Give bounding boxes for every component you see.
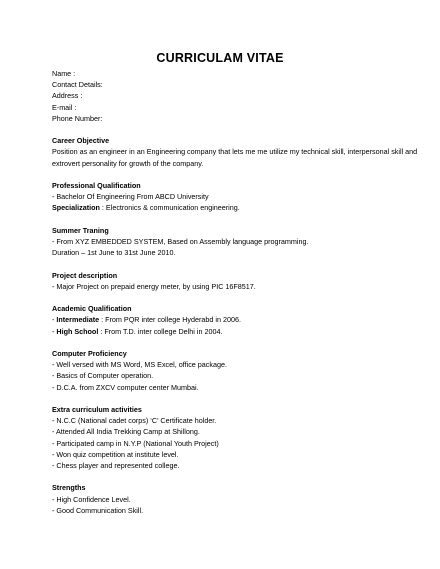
page-title: CURRICULAM VITAE xyxy=(156,51,284,65)
list-item: - Basics of Computer operation. xyxy=(52,371,154,381)
specialization-line xyxy=(52,202,420,213)
section-heading: Strengths xyxy=(52,483,86,493)
academic-qualification-section xyxy=(52,303,420,337)
list-dash: - xyxy=(52,315,57,325)
professional-qualification-section xyxy=(52,180,420,214)
section-heading: Computer Proficiency xyxy=(52,348,127,358)
list-item: - Good Communication Skill. xyxy=(52,505,144,515)
email-field-label: E-mail : xyxy=(52,102,77,112)
section-heading: Professional Qualification xyxy=(52,181,141,190)
intermediate-line xyxy=(52,314,420,325)
project-section xyxy=(52,270,420,292)
section-heading: Academic Qualification xyxy=(52,304,132,314)
strengths-section xyxy=(52,482,420,516)
personal-details xyxy=(52,68,420,124)
specialization-value: : Electronics & communication engineering. xyxy=(99,203,240,213)
high-school-line xyxy=(52,326,420,337)
list-item: - Chess player and represented college. xyxy=(52,461,180,470)
specialization-label: Specialization xyxy=(52,203,100,213)
intermediate-value: : From PQR inter college Hyderabd in 2006. xyxy=(99,315,241,325)
summer-training-section xyxy=(52,225,420,259)
computer-proficiency-section xyxy=(52,348,420,393)
high-school-label: High School xyxy=(56,326,99,336)
list-item: - Attended All India Trekking Camp at Shillong. xyxy=(52,427,200,437)
phone-field-label: Phone Number: xyxy=(52,113,103,123)
section-heading: Summer Traning xyxy=(52,225,109,235)
list-item: - N.C.C (National cadet corps) ‘C’ Certificate holder. xyxy=(52,416,217,426)
career-objective-text: Position as an engineer in an Engineering company that lets me me utilize my technical skill, interpersonal skill and extrovert personality for growth of the company. xyxy=(52,147,418,168)
address-field-label: Address : xyxy=(52,91,83,101)
high-school-value: : From T.D. inter college Delhi in 2004. xyxy=(98,326,223,336)
list-item: - Won quiz competition at institute level. xyxy=(52,449,179,459)
list-item: - Participated camp in N.Y.P (National Youth Project) xyxy=(52,438,219,448)
section-heading: Extra curriculum activities xyxy=(52,404,142,414)
training-line: - From XYZ EMBEDDED SYSTEM, Based on Assembly language programming. xyxy=(52,237,309,246)
training-duration: Duration – 1st June to 31st June 2010. xyxy=(52,248,176,258)
contact-details-label: Contact Details: xyxy=(52,80,103,90)
list-item: - High Confidence Level. xyxy=(52,494,131,504)
resume-body xyxy=(52,68,420,516)
extra-curriculum-section xyxy=(52,404,420,471)
section-heading: Career Objective xyxy=(52,136,110,146)
list-item: - D.C.A. from ZXCV computer center Mumbai. xyxy=(52,382,199,392)
name-field-label: Name : xyxy=(52,69,76,78)
career-objective-section xyxy=(52,135,420,169)
section-heading: Project description xyxy=(52,270,118,280)
list-dash: - xyxy=(52,326,57,336)
project-line: - Major Project on prepaid energy meter, by using PIC 16F8517. xyxy=(52,281,256,291)
intermediate-label: Intermediate xyxy=(56,315,100,325)
degree-line: - Bachelor Of Engineering From ABCD University xyxy=(52,192,209,202)
list-item: - Well versed with MS Word, MS Excel, office package. xyxy=(52,360,227,370)
